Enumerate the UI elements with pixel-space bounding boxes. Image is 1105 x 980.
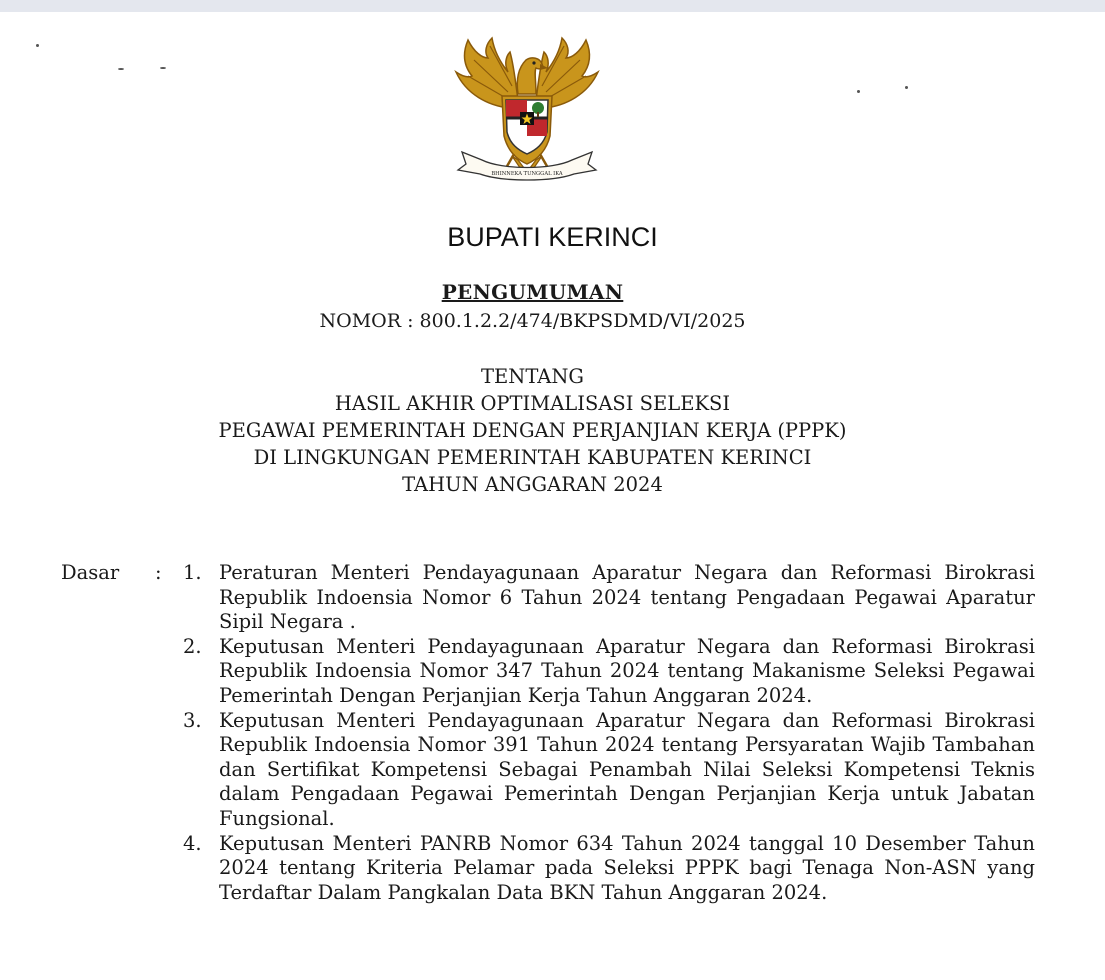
announcement-title: PENGUMUMAN [441,280,624,304]
basis-label: Dasar [61,561,120,584]
announcement-number: NOMOR : 800.1.2.2/474/BKPSDMD/VI/2025 [319,310,746,332]
scan-speck [118,68,124,70]
scan-speck [857,90,860,93]
scan-speck [160,67,166,69]
subject-line: TENTANG [481,365,584,388]
issuer-title: BUPATI KERINCI [447,222,658,252]
basis-item [183,709,1035,832]
top-strip [0,0,1105,12]
emblem-motto-text: BHINNEKA TUNGGAL IKA [491,171,563,177]
basis-item-number: 2. [183,634,202,658]
basis-item [183,635,1035,709]
basis-item-number: 4. [183,831,202,855]
basis-item-text: Keputusan Menteri PANRB Nomor 634 Tahun 2024 tanggal 10 Desember Tahun 2024 tentang Kriteria Pelamar pada Seleksi PPPK bagi Tenaga Non-ASN yang Terdaftar Dalam Pangkalan Data BKN Tahun Anggaran 2024. [219,831,1035,904]
basis-colon: : [155,561,162,584]
subject-line: HASIL AKHIR OPTIMALISASI SELEKSI [334,392,731,415]
announcement-subject [0,363,1065,498]
basis-item-text: Keputusan Menteri Pendayagunaan Aparatur Negara dan Reformasi Birokrasi Republik Indoensia Nomor 391 Tahun 2024 tentang Persyaratan Wajib Tambahan dan Sertifikat Kompetensi Sebagai Penambah Nilai Seleksi Kompetensi Teknis dalam Pengadaan Pegawai Pemerintah Dengan Perjanjian Kerja untuk Jabatan Fungsional. [219,708,1035,830]
subject-line: PEGAWAI PEMERINTAH DENGAN PERJANJIAN KERJA (PPPK) [218,419,847,442]
basis-item-number: 3. [183,708,202,732]
basis-item-text: Keputusan Menteri Pendayagunaan Aparatur Negara dan Reformasi Birokrasi Republik Indoensia Nomor 347 Tahun 2024 tentang Makanisme Seleksi Pegawai Pemerintah Dengan Perjanjian Kerja Tahun Anggaran 2024. [219,634,1035,707]
subject-line: DI LINGKUNGAN PEMERINTAH KABUPATEN KERINCI [253,446,812,469]
scan-speck [905,86,908,89]
basis-item [183,561,1035,635]
garuda-pancasila-emblem [448,36,606,196]
basis-item-text: Peraturan Menteri Pendayagunaan Aparatur Negara dan Reformasi Birokrasi Republik Indoensia Nomor 6 Tahun 2024 tentang Pengadaan Pegawai Aparatur Sipil Negara . [219,561,1035,634]
basis-item-number: 1. [183,561,202,584]
subject-line: TAHUN ANGGARAN 2024 [402,473,663,496]
basis-list [183,561,1035,905]
basis-item [183,832,1035,906]
scan-speck [36,44,39,47]
